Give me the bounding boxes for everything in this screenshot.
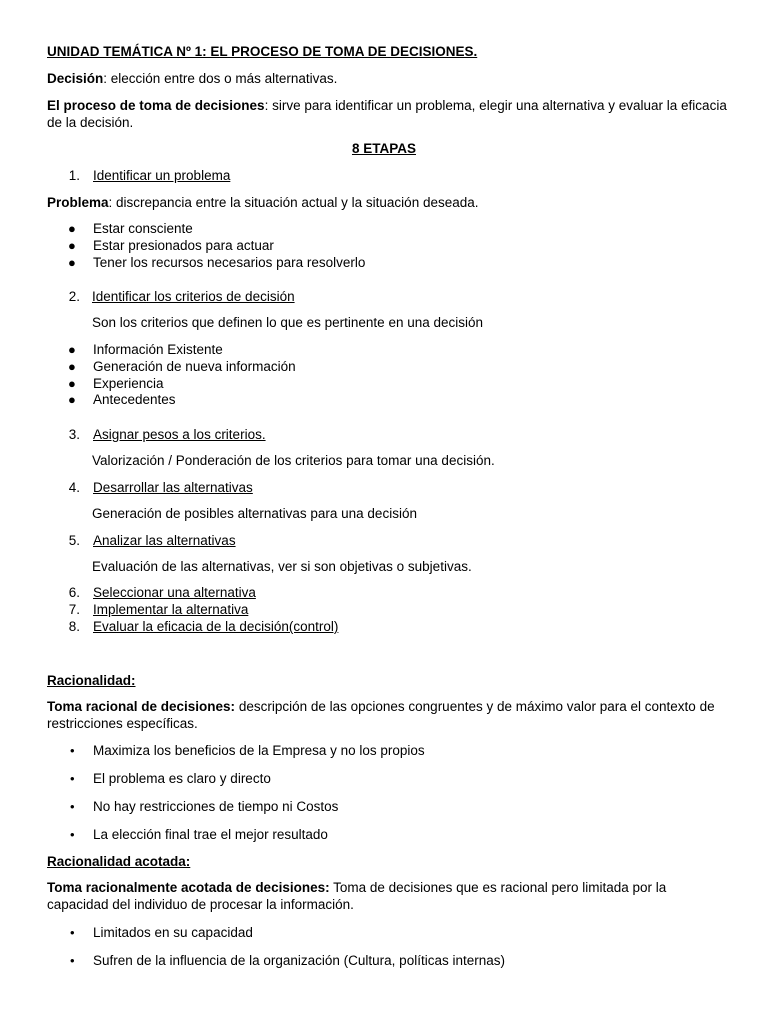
step-description: Son los criterios que definen lo que es pertinente en una decisión	[92, 315, 484, 330]
bullet-icon: ●	[68, 392, 76, 407]
step-number: 7.	[68, 602, 80, 617]
proceso-definition	[47, 97, 727, 131]
step-number: 6.	[68, 585, 80, 600]
bullet-icon: ●	[68, 221, 76, 236]
decision-term: Decisión	[47, 71, 104, 86]
bullet-icon: •	[70, 925, 75, 940]
bullet-icon: •	[70, 743, 75, 758]
bullet-icon: ●	[68, 359, 76, 374]
racionalidad-definition	[47, 698, 727, 732]
step-label: Analizar las alternativas	[93, 533, 236, 548]
problema-def: : discrepancia entre la situación actual y la situación deseada.	[108, 195, 479, 210]
list-item: No hay restricciones de tiempo ni Costos	[93, 799, 339, 814]
step-number: 3.	[68, 427, 80, 442]
list-item: Sufren de la influencia de la organización (Cultura, políticas internas)	[93, 953, 505, 968]
step-label: Identificar los criterios de decisión	[92, 289, 295, 304]
bullet-icon: ●	[68, 238, 76, 253]
list-item: Estar presionados para actuar	[93, 238, 274, 253]
document-title: UNIDAD TEMÁTICA Nº 1: EL PROCESO DE TOMA DE DECISIONES.	[47, 44, 478, 59]
racionalidad-heading: Racionalidad:	[47, 673, 136, 688]
acotada-definition	[47, 879, 727, 913]
step-label: Identificar un problema	[93, 168, 231, 183]
bullet-icon: ●	[68, 255, 76, 270]
list-item: El problema es claro y directo	[93, 771, 271, 786]
decision-def: : elección entre dos o más alternativas.	[103, 71, 338, 86]
step-description: Generación de posibles alternativas para una decisión	[92, 506, 417, 521]
step-description: Evaluación de las alternativas, ver si son objetivas o subjetivas.	[92, 559, 472, 574]
racionalidad-term: Toma racional de decisiones:	[47, 699, 236, 714]
bullet-icon: •	[70, 771, 75, 786]
step-label: Asignar pesos a los criterios.	[93, 427, 266, 442]
list-item: Experiencia	[93, 376, 164, 391]
bullet-icon: •	[70, 827, 75, 842]
step-label: Desarrollar las alternativas	[93, 480, 253, 495]
list-item: Maximiza los beneficios de la Empresa y no los propios	[93, 743, 425, 758]
step-number: 8.	[68, 619, 80, 634]
step-number: 5.	[68, 533, 80, 548]
step-number: 2.	[68, 289, 80, 304]
list-item: Limitados en su capacidad	[93, 925, 253, 940]
bullet-icon: ●	[68, 342, 76, 357]
bullet-icon: •	[70, 953, 75, 968]
step-number: 1.	[68, 168, 80, 183]
list-item: Información Existente	[93, 342, 223, 357]
step-number: 4.	[68, 480, 80, 495]
step-description: Valorización / Ponderación de los criterios para tomar una decisión.	[92, 453, 495, 468]
bullet-icon: ●	[68, 376, 76, 391]
step-label: Evaluar la eficacia de la decisión(control)	[93, 619, 339, 634]
list-item: Tener los recursos necesarios para resolverlo	[93, 255, 366, 270]
acotada-def: Toma de decisiones que es racional pero limitada por la capacidad del individuo de procesar la información.	[47, 880, 667, 912]
acotada-term: Toma racionalmente acotada de decisiones:	[47, 880, 330, 895]
decision-definition	[47, 70, 337, 87]
list-item: Generación de nueva información	[93, 359, 296, 374]
problema-definition	[47, 194, 479, 211]
list-item: Estar consciente	[93, 221, 193, 236]
problema-term: Problema	[47, 195, 109, 210]
list-item: La elección final trae el mejor resultado	[93, 827, 328, 842]
step-label: Implementar la alternativa	[93, 602, 249, 617]
proceso-def: : sirve para identificar un problema, elegir una alternativa y evaluar la eficacia de la decisión.	[47, 98, 727, 130]
list-item: Antecedentes	[93, 392, 176, 407]
bullet-icon: •	[70, 799, 75, 814]
acotada-heading: Racionalidad acotada:	[47, 854, 191, 869]
step-label: Seleccionar una alternativa	[93, 585, 256, 600]
etapas-heading: 8 ETAPAS	[351, 141, 416, 156]
proceso-term: El proceso de toma de decisiones	[47, 98, 265, 113]
racionalidad-def: descripción de las opciones congruentes y de máximo valor para el contexto de restricciones específicas.	[47, 699, 715, 731]
